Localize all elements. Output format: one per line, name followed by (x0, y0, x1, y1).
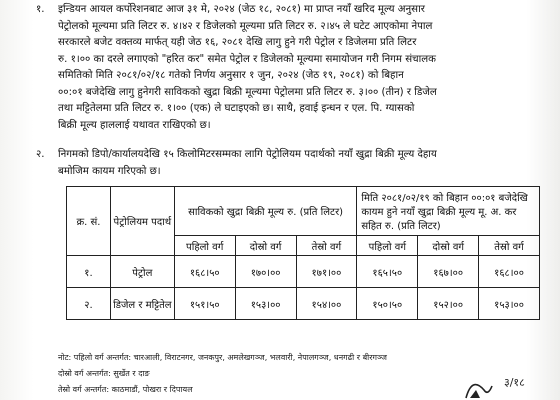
price-cell: १५१।५० (174, 288, 235, 320)
paragraph-number: १. (36, 4, 45, 15)
header-product: पेट्रोलियम पदार्थ (110, 187, 174, 256)
paragraph-line: बमोजिम कायम गरिएको छ। (58, 165, 161, 177)
paragraph-line: सरकारले बजेट वक्तव्य मार्फत् यही जेठ १६, २०८१ देखि लागु हुने गरी पेट्रोल र डिजेलमा प्रति लिटर (58, 37, 417, 48)
grade-header: तेस्रो वर्ग (296, 236, 357, 256)
header-old-price: साविकको खुद्रा बिक्री मूल्य रु. (प्रति लिटर) (174, 187, 357, 236)
price-cell: १५४।०० (296, 288, 357, 320)
note-line: दोस्रो वर्ग अन्तर्गत: सुर्खेत र दाङ (58, 369, 150, 378)
price-cell: १५३।०० (479, 288, 540, 320)
price-cell: १६८।०० (479, 256, 540, 288)
table-row (67, 256, 540, 288)
table-header-row (67, 187, 540, 236)
paragraph-line: बिक्री मूल्य हाललाई यथावत राखिएको छ। (58, 119, 211, 131)
note-line: नोट: पहिलो वर्ग अन्तर्गत: चारआली, विराटनगर, जनकपुर, अमलेखगञ्ज, भलवारी, नेपालगञ्ज, धनगढी र बीरगञ्ज (58, 353, 387, 362)
signature-text: ३/१८ (504, 376, 525, 389)
price-cell: १५०।५० (357, 288, 418, 320)
table-row (67, 288, 540, 320)
row-sn: १. (67, 256, 111, 288)
header-new-price: मिति २०८१/०२/१९ को बिहान ००:०१ बजेदेखि कायम हुने नयाँ खुद्रा बिक्री मूल्य मू. अ. कर सहित रु. (प्रति लिटर) (357, 187, 540, 236)
paragraph-2 (36, 147, 534, 180)
price-cell: १६८।५० (174, 256, 235, 288)
paragraph-line: ००:०१ बजेदेखि लागु हुनेगरी साविकको खुद्रा बिक्री मूल्यमा पेट्रोलमा प्रति लिटर रु. ३।०० (तीन) र डिजेल (58, 86, 437, 98)
grade-header: दोस्रो वर्ग (418, 236, 479, 256)
paragraph-1 (36, 2, 534, 134)
row-product: पेट्रोल (110, 256, 174, 288)
row-product: डिजेल र मट्टितेल (110, 288, 174, 320)
paragraph-line: समितिको मिति २०८१/०२/१८ गतेको निर्णय अनुसार १ जुन, २०२४ (जेठ १९, २०८१) को बिहान (58, 70, 404, 81)
grade-header: पहिलो वर्ग (357, 236, 418, 256)
paragraph-number: २. (36, 149, 45, 160)
price-table (66, 186, 540, 320)
price-cell: १६५।५० (357, 256, 418, 288)
row-sn: २. (67, 288, 111, 320)
paragraph-line: रु. १।०० का दरले लगाएको "हरित कर" समेत पेट्रोल र डिजेलको मूल्यमा समायोजन गरी निगम संचालक (58, 53, 436, 65)
signature-stamp (462, 368, 552, 400)
price-cell: १७१।०० (296, 256, 357, 288)
paragraph-line: तथा मट्टितेलमा प्रति लिटर रु. १।०० (एक) ले घटाइएको छ। साथै, हवाई इन्धन र एल. पि. ग्यासको (58, 103, 415, 114)
price-cell: १५२।०० (418, 288, 479, 320)
grade-header: पहिलो वर्ग (174, 236, 235, 256)
header-sn: क्र. सं. (67, 187, 111, 256)
grade-header: दोस्रो वर्ग (235, 236, 296, 256)
price-cell: १६७।०० (418, 256, 479, 288)
signature-stroke (466, 385, 492, 398)
paragraph-line: पेट्रोलको मूल्यमा प्रति लिटर रु. ४।४२ र डिजेलको मूल्यमा प्रति लिटर रु. २।४५ ले घटेट आएकोमा नेपाल (58, 20, 433, 32)
paragraph-line: निगमको डिपो/कार्यालयदेखि १५ किलोमिटरसम्मका लागि पेट्रोलियम पदार्थको नयाँ खुद्रा बिक्री मूल्य देहाय (58, 149, 437, 160)
stamp-mark (470, 390, 480, 398)
paragraph-line: इन्डियन आयल कर्पोरेशनबाट आज ३१ मे, २०२४ (जेठ १८, २०८१) मा प्राप्त नयाँ खरिद मूल्य अनुसार (58, 4, 425, 15)
note-line: तेस्रो वर्ग अन्तर्गत: काठमाडौं, पोखरा र दिपायल (58, 385, 193, 394)
price-cell: १५३।०० (235, 288, 296, 320)
price-cell: १७०।०० (235, 256, 296, 288)
grade-header: तेस्रो वर्ग (479, 236, 540, 256)
